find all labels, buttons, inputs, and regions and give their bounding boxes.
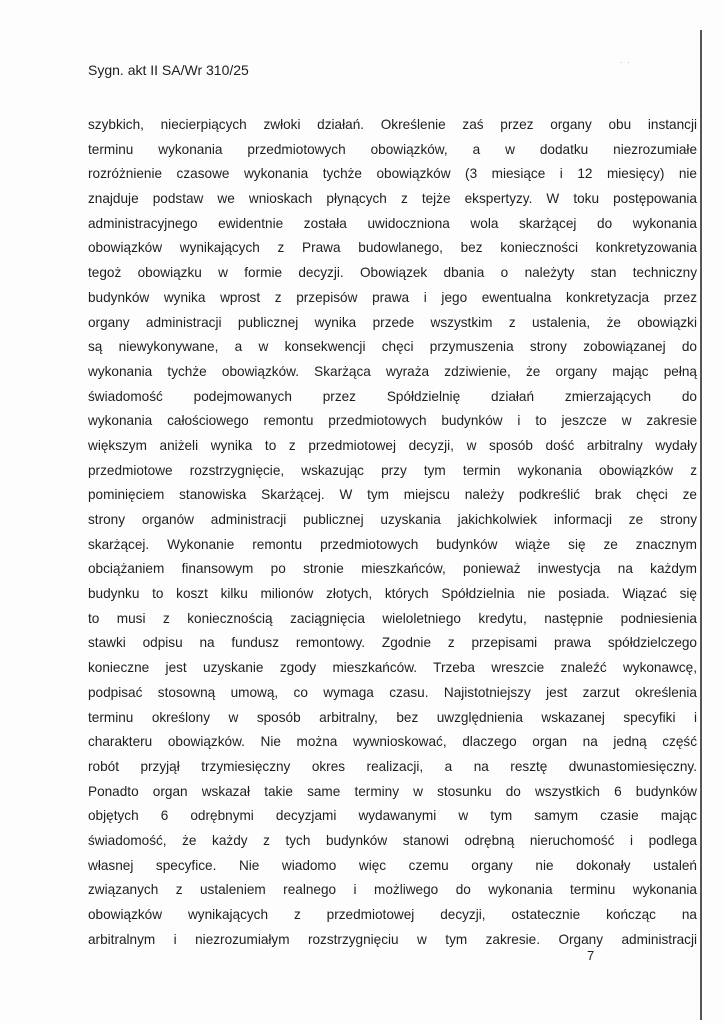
text-line: strony organów administracji publicznej uzyskania jakichkolwiek informacji ze strony [88, 512, 697, 527]
text-line: podpisać stosowną umową, co wymaga czasu. Najistotniejszy jest zarzut określenia [88, 684, 697, 700]
scan-edge-line [700, 30, 702, 1020]
text-line: obowiązków wynikających z przedmiotowej decyzji, ostatecznie kończąc na [88, 907, 697, 922]
text-line: to musi z koniecznością zaciągnięcia wieloletniego kredytu, następnie podniesienia [88, 610, 697, 626]
text-line: terminu określony w sposób arbitralny, bez uwzględnienia wskazanej specyfiki i [88, 709, 697, 725]
text-line: tegoż obowiązku w formie decyzji. Obowiązek dbania o należyty stan techniczny [88, 265, 697, 281]
text-line: konieczne jest uzyskanie zgody mieszkańców. Trzeba wreszcie znaleźć wykonawcę, [88, 660, 697, 676]
case-signature: Sygn. akt II SA/Wr 310/25 [88, 62, 249, 78]
text-line: pominięciem stanowiska Skarżącej. W tym miejscu należy podkreślić brak chęci ze [88, 487, 697, 503]
page-number: 7 [587, 948, 595, 963]
text-line: szybkich, niecierpiących zwłoki działań. Określenie zaś przez organy obu instancji [88, 117, 697, 132]
text-line: robót przyjął trzymiesięczny okres realizacji, a na resztę dwunastomiesięczny. [88, 758, 697, 774]
text-line: stawki odpisu na fundusz remontowy. Zgodnie z przepisami prawa spółdzielczego [88, 635, 697, 651]
text-line: wykonania tychże obowiązków. Skarżąca wyraża zdziwienie, że organy mając pełną [88, 363, 697, 379]
text-line: wykonania całościowego remontu przedmiotowych budynków i to jeszcze w zakresie [88, 413, 697, 429]
text-line: budynków wynika wprost z przepisów prawa i jego ewentualna konkretyzacja przez [88, 289, 697, 305]
text-line: charakteru obowiązków. Nie można wywnioskować, dlaczego organ na jedną część [88, 734, 697, 750]
text-line: terminu wykonania przedmiotowych obowiązków, a w dodatku niezrozumiałe [88, 141, 697, 157]
text-line: Ponadto organ wskazał takie same terminy w stosunku do wszystkich 6 budynków [88, 783, 697, 799]
text-line: objętych 6 odrębnymi decyzjami wydawanymi w tym samym czasie mając [88, 808, 697, 824]
text-line: znajduje podstaw we wnioskach płynących z tejże ekspertyzy. W toku postępowania [88, 191, 697, 207]
text-line: świadomość, że każdy z tych budynków stanowi odrębną nieruchomość i podlega [88, 832, 697, 848]
text-line: związanych z ustaleniem realnego i możliwego do wykonania terminu wykonania [88, 882, 697, 898]
text-line: organy administracji publicznej wynika przede wszystkim z ustalenia, że obowiązki [88, 314, 697, 330]
text-line: rozróżnienie czasowe wykonania tychże obowiązków (3 miesiące i 12 miesięcy) nie [88, 166, 697, 182]
text-line: obciążaniem finansowym po stronie mieszkańców, ponieważ inwestycja na każdym [88, 561, 697, 577]
text-line: świadomość podejmowanych przez Spółdzielnię działań zmierzających do [88, 388, 697, 404]
document-body [88, 113, 697, 952]
text-line: obowiązków wynikających z Prawa budowlanego, bez konieczności konkretyzowania [88, 240, 697, 256]
text-line: są niewykonywane, a w konsekwencji chęci przymuszenia strony zobowiązanej do [88, 339, 697, 355]
text-line: budynku to koszt kilku milionów złotych, których Spółdzielnia nie posiada. Wiązać się [88, 586, 697, 602]
text-line: skarżącej. Wykonanie remontu przedmiotowych budynków wiąże się ze znacznym [88, 536, 697, 552]
text-line: przedmiotowe rozstrzygnięcie, wskazując przy tym termin wykonania obowiązków z [88, 462, 697, 478]
scan-specks: · · [620, 58, 630, 67]
text-line: administracyjnego ewidentnie została uwidoczniona wola skarżącej do wykonania [88, 215, 697, 231]
text-line: własnej specyfice. Nie wiadomo więc czemu organy nie dokonały ustaleń [88, 857, 697, 873]
text-line: arbitralnym i niezrozumiałym rozstrzygnięciu w tym zakresie. Organy administracji [88, 931, 697, 947]
text-line: większym aniżeli wynika to z przedmiotowej decyzji, w sposób dość arbitralny wydały [88, 437, 697, 453]
